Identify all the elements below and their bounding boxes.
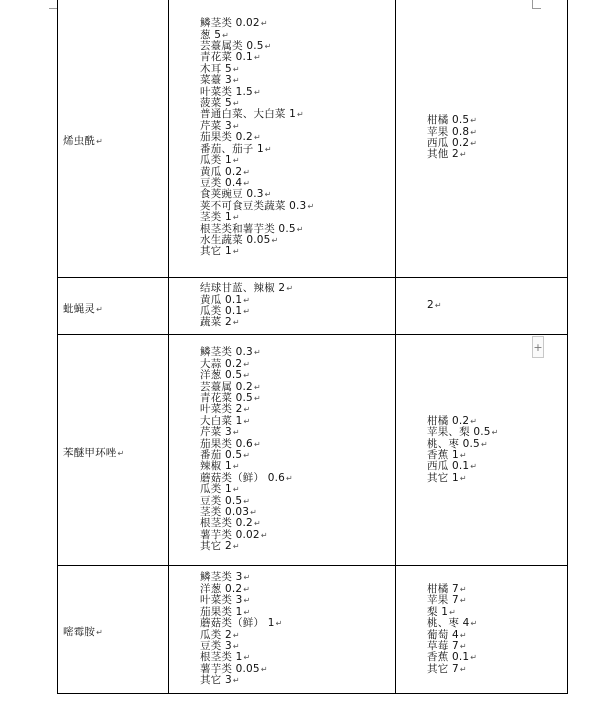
fruit-limit-line-text: 柑橘 0.2: [427, 414, 470, 427]
pesticide-name-cell: [58, 0, 169, 278]
vegetable-limit-line-text: 茎类 1: [200, 211, 232, 224]
table-row: [58, 335, 568, 566]
vegetable-limit-line-text: 根茎类 0.2: [200, 517, 253, 530]
residue-limit-table: [57, 0, 568, 694]
fruit-limit-line-text: 柑橘 0.5: [427, 114, 470, 127]
vegetable-limit-line-text: 豆类 0.4: [200, 176, 243, 189]
vegetable-limit-line-text: 瓜类 1: [200, 483, 232, 496]
fruit-limit-line: [427, 300, 567, 311]
fruit-limits-cell: [396, 335, 568, 566]
paragraph-mark-icon: ↵: [253, 393, 261, 403]
fruit-limit-line-text: 苹果 0.8: [427, 125, 470, 138]
paragraph-mark-icon: ↵: [232, 99, 240, 109]
vegetable-limit-line-text: 葱 5: [200, 28, 222, 41]
paragraph-mark-icon: ↵: [260, 664, 268, 674]
paragraph-mark-icon: ↵: [459, 596, 467, 606]
vegetable-limit-line-text: 青花菜 0.1: [200, 51, 253, 64]
fruit-limit-line-text: 香蕉 1: [427, 449, 459, 461]
paragraph-mark-icon: ↵: [470, 127, 478, 137]
paragraph-mark-icon: ↵: [434, 301, 442, 311]
vegetable-limit-line-text: 食荚豌豆 0.3: [200, 188, 264, 201]
vegetable-limit-line: [200, 18, 395, 29]
pesticide-name: 烯虫酰: [63, 134, 96, 147]
paragraph-mark-icon: ↵: [243, 653, 251, 663]
vegetable-limit-line-text: 番茄、茄子 1: [200, 142, 264, 155]
paragraph-mark-icon: ↵: [260, 19, 268, 29]
vegetable-limits-cell: [169, 566, 396, 694]
fruit-limits-cell: [396, 278, 568, 335]
fruit-limit-line-text: 其他 2: [427, 148, 459, 161]
paragraph-mark-icon: ↵: [232, 318, 240, 328]
vegetable-limit-line-text: 普通白菜、大白菜 1: [200, 108, 297, 121]
paragraph-mark-icon: ↵: [470, 116, 478, 126]
paragraph-mark-icon: ↵: [232, 247, 240, 257]
table-row: [58, 278, 568, 335]
vegetable-limit-line-text: 茄果类 0.2: [200, 131, 253, 144]
paragraph-mark-icon: ↵: [232, 676, 240, 686]
paragraph-mark-icon: ↵: [243, 359, 251, 369]
fruit-limit-line-text: 葡萄 4: [427, 628, 459, 641]
paragraph-mark-icon: ↵: [286, 473, 293, 483]
paragraph-mark-icon: ↵: [253, 133, 261, 143]
paragraph-mark-icon: ↵: [286, 284, 294, 294]
paragraph-mark-icon: ↵: [243, 178, 251, 188]
vegetable-limit-line-text: 芹菜 3: [200, 119, 232, 132]
paragraph-mark-icon: ↵: [459, 150, 467, 160]
vegetable-limit-line-text: 大蒜 0.2: [200, 357, 243, 370]
paragraph-mark-icon: ↵: [243, 371, 251, 381]
paragraph-mark-icon: ↵: [232, 485, 240, 495]
fruit-limit-line: [427, 664, 567, 675]
vegetable-limit-line: [200, 246, 395, 257]
fruit-limit-line-text: 桃、枣 4: [427, 617, 470, 630]
vegetable-limit-line-text: 菠菜 5: [200, 97, 232, 110]
paragraph-mark-icon: ↵: [470, 139, 478, 148]
vegetable-limit-line-text: 其它 2: [200, 540, 232, 553]
fruit-limit-line-text: 苹果 7: [427, 594, 459, 607]
vegetable-limit-line-text: 叶菜类 3: [200, 594, 243, 607]
paragraph-mark-icon: ↵: [459, 584, 467, 594]
paragraph-mark-icon: ↵: [470, 462, 478, 472]
table-row: [58, 566, 568, 694]
paragraph-mark-icon: ↵: [264, 42, 272, 52]
vegetable-limit-line-text: 菜薹 3: [200, 74, 232, 87]
paragraph-mark-icon: ↵: [253, 348, 261, 358]
paragraph-mark-icon: ↵: [243, 496, 251, 506]
vegetable-limits-cell: [169, 335, 396, 566]
paragraph-mark-icon: ↵: [253, 439, 261, 449]
vegetable-limit-line-text: 薯芋类 0.02: [200, 528, 260, 541]
paragraph-mark-icon: ↵: [232, 630, 240, 640]
vegetable-limit-line-text: 大白菜 1: [200, 414, 243, 427]
paragraph-mark-icon: ↵: [117, 448, 125, 458]
paragraph-mark-icon: ↵: [296, 224, 304, 234]
paragraph-mark-icon: ↵: [243, 416, 251, 426]
vegetable-limit-line: [200, 541, 395, 552]
vegetable-limit-line-text: 青花菜 0.5: [200, 391, 253, 404]
paragraph-mark-icon: ↵: [470, 619, 478, 629]
vegetable-limit-line-text: 鳞茎类 3: [200, 571, 243, 584]
paragraph-mark-icon: ↵: [491, 428, 499, 438]
add-row-button[interactable]: +: [532, 336, 544, 358]
vegetable-limit-line-text: 水生蔬菜 0.05: [200, 233, 271, 246]
paragraph-mark-icon: ↵: [253, 382, 261, 392]
pesticide-name: 苯醚甲环唑: [63, 446, 117, 459]
fruit-limit-line: [427, 149, 567, 160]
vegetable-limit-line-text: 木耳 5: [200, 62, 232, 75]
paragraph-mark-icon: ↵: [264, 190, 272, 200]
paragraph-mark-icon: ↵: [232, 428, 240, 438]
vegetable-limit-line-text: 其它 1: [200, 245, 232, 258]
paragraph-mark-icon: ↵: [459, 641, 467, 651]
paragraph-mark-icon: ↵: [243, 607, 251, 617]
vegetable-limit-line-text: 洋葱 0.5: [200, 369, 243, 382]
paragraph-mark-icon: ↵: [264, 144, 272, 154]
paragraph-mark-icon: ↵: [243, 596, 251, 606]
vegetable-limit-line-text: 鳞茎类 0.02: [200, 17, 260, 30]
paragraph-mark-icon: ↵: [232, 121, 240, 131]
vegetable-limit-line-text: 蘑菇类（鲜） 1: [200, 617, 275, 630]
paragraph-mark-icon: ↵: [250, 508, 258, 518]
paragraph-mark-icon: ↵: [232, 462, 240, 472]
vegetable-limit-line-text: 蘑菇类（鲜） 0.6: [200, 471, 286, 484]
pesticide-name: 蚍蝇灵: [63, 302, 96, 315]
fruit-limit-line-text: 梨 1: [427, 605, 449, 618]
paragraph-mark-icon: ↵: [449, 607, 457, 617]
paragraph-mark-icon: ↵: [470, 416, 478, 426]
vegetable-limit-line-text: 薯芋类 0.05: [200, 662, 260, 675]
paragraph-mark-icon: ↵: [275, 619, 283, 629]
fruit-limit-line-text: 香蕉 0.1: [427, 651, 470, 664]
vegetable-limit-line-text: 其它 3: [200, 674, 232, 687]
paragraph-mark-icon: ↵: [297, 110, 304, 120]
vegetable-limit-line-text: 根茎类和薯芋类 0.5: [200, 222, 296, 235]
paragraph-mark-icon: ↵: [459, 473, 467, 483]
vegetable-limit-line-text: 豆类 0.5: [200, 494, 243, 507]
paragraph-mark-icon: ↵: [96, 136, 103, 146]
paragraph-mark-icon: ↵: [253, 519, 261, 529]
paragraph-mark-icon: ↵: [232, 156, 240, 166]
paragraph-mark-icon: ↵: [96, 304, 103, 314]
vegetable-limit-line-text: 芹菜 3: [200, 426, 232, 439]
fruit-limit-line-text: 其它 7: [427, 662, 459, 675]
paragraph-mark-icon: ↵: [253, 87, 261, 97]
fruit-limits-cell: [396, 566, 568, 694]
vegetable-limit-line-text: 瓜类 0.1: [200, 305, 243, 317]
paragraph-mark-icon: ↵: [271, 235, 279, 245]
paragraph-mark-icon: ↵: [243, 451, 251, 460]
vegetable-limit-line-text: 番茄 0.5: [200, 449, 243, 461]
vegetable-limit-line-text: 瓜类 2: [200, 628, 232, 641]
paragraph-mark-icon: ↵: [232, 76, 240, 86]
pesticide-name-cell: [58, 278, 169, 335]
fruit-limit-line-text: 西瓜 0.1: [427, 460, 470, 473]
paragraph-mark-icon: ↵: [232, 64, 240, 74]
pesticide-name-cell: [58, 335, 169, 566]
fruit-limit-line: [427, 473, 567, 484]
paragraph-mark-icon: ↵: [222, 30, 230, 40]
vegetable-limit-line-text: 黄瓜 0.2: [200, 165, 243, 178]
paragraph-mark-icon: ↵: [260, 530, 268, 540]
paragraph-mark-icon: ↵: [232, 542, 240, 552]
residue-limit-table-wrap: [57, 0, 568, 694]
vegetable-limit-line-text: 蔬菜 2: [200, 316, 232, 329]
fruit-limit-line-text: 其它 1: [427, 471, 459, 484]
vegetable-limit-line-text: 叶菜类 1.5: [200, 85, 253, 98]
paragraph-mark-icon: ↵: [243, 573, 251, 583]
vegetable-limit-line-text: 荚不可食豆类蔬菜 0.3: [200, 199, 307, 212]
paragraph-mark-icon: ↵: [232, 213, 240, 223]
vegetable-limit-line-text: 茄果类 0.6: [200, 437, 253, 450]
table-body: [58, 0, 568, 694]
vegetable-limits-cell: [169, 278, 396, 335]
table-row: [58, 0, 568, 278]
paragraph-mark-icon: ↵: [459, 630, 467, 640]
vegetable-limit-line-text: 茄果类 1: [200, 605, 243, 618]
fruit-limit-line-text: 西瓜 0.2: [427, 137, 470, 149]
paragraph-mark-icon: ↵: [243, 307, 251, 316]
paragraph-mark-icon: ↵: [243, 295, 251, 305]
paragraph-mark-icon: ↵: [307, 201, 315, 211]
paragraph-mark-icon: ↵: [253, 53, 261, 63]
vegetable-limit-line-text: 叶菜类 2: [200, 403, 243, 416]
vegetable-limit-line-text: 辣椒 1: [200, 460, 232, 473]
fruit-limit-line-text: 2: [427, 299, 434, 312]
paragraph-mark-icon: ↵: [243, 405, 251, 415]
paragraph-mark-icon: ↵: [243, 584, 251, 594]
vegetable-limit-line-text: 洋葱 0.2: [200, 582, 243, 595]
vegetable-limit-line-text: 茎类 0.03: [200, 506, 250, 519]
paragraph-mark-icon: ↵: [96, 628, 103, 637]
fruit-limit-line-text: 柑橘 7: [427, 582, 459, 595]
vegetable-limit-line-text: 芸薹属类 0.5: [200, 40, 264, 53]
vegetable-limit-line-text: 瓜类 1: [200, 154, 232, 167]
fruit-limit-line-text: 草莓 7: [427, 639, 459, 652]
fruit-limits-cell: [396, 0, 568, 278]
paragraph-mark-icon: ↵: [232, 641, 240, 651]
pesticide-name: 嘧霉胺: [63, 626, 96, 638]
paragraph-mark-icon: ↵: [459, 664, 467, 674]
vegetable-limit-line-text: 豆类 3: [200, 639, 232, 652]
vegetable-limit-line: [200, 317, 395, 328]
vegetable-limit-line-text: 鳞茎类 0.3: [200, 346, 253, 359]
paragraph-mark-icon: ↵: [470, 653, 478, 663]
vegetable-limits-cell: [169, 0, 396, 278]
vegetable-limit-line-text: 根茎类 1: [200, 651, 243, 664]
fruit-limit-line-text: 苹果、梨 0.5: [427, 426, 491, 439]
paragraph-mark-icon: ↵: [243, 167, 251, 177]
pesticide-name-cell: [58, 566, 169, 694]
fruit-limit-line-text: 桃、枣 0.5: [427, 437, 480, 450]
vegetable-limit-line-text: 结球甘蓝、辣椒 2: [200, 282, 286, 295]
paragraph-mark-icon: ↵: [459, 451, 467, 460]
vegetable-limit-line-text: 黄瓜 0.1: [200, 293, 243, 306]
paragraph-mark-icon: ↵: [480, 439, 488, 449]
vegetable-limit-line: [200, 675, 395, 686]
vegetable-limit-line-text: 芸薹属 0.2: [200, 380, 253, 393]
